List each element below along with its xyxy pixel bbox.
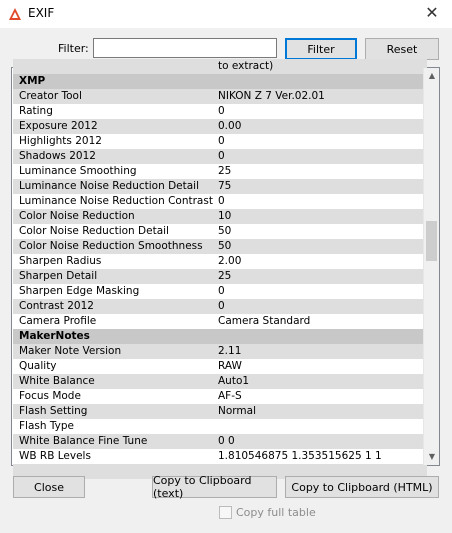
title-bar <box>0 0 452 28</box>
tag-value <box>213 329 427 344</box>
scroll-up-arrow-icon[interactable]: ▲ <box>428 71 436 80</box>
section-header-row[interactable] <box>13 329 427 344</box>
table-row[interactable] <box>13 434 427 449</box>
tag-name: Highlights 2012 <box>19 135 102 147</box>
close-icon[interactable]: ✕ <box>425 3 439 22</box>
tag-value: 10 <box>218 210 232 222</box>
tag-name: Sharpen Edge Masking <box>19 285 140 297</box>
table-row[interactable] <box>13 359 427 374</box>
tag-name: Maker Note Version <box>19 345 122 357</box>
tag-name: Color Noise Reduction Detail <box>19 225 169 237</box>
section-title: MakerNotes <box>19 330 90 342</box>
scroll-down-arrow-icon[interactable]: ▼ <box>428 452 436 461</box>
tag-value: 2.11 <box>218 345 242 357</box>
table-row[interactable] <box>13 224 427 239</box>
table-row[interactable] <box>13 419 427 434</box>
tag-name: Camera Profile <box>19 315 97 327</box>
close-button[interactable]: Close <box>13 476 85 498</box>
tag-name: Sharpen Detail <box>19 270 98 282</box>
tag-name: White Balance <box>19 375 95 387</box>
tag-value: 0 <box>218 285 225 297</box>
copy-full-table-checkbox[interactable] <box>219 506 232 519</box>
tag-value: 50 <box>218 225 232 237</box>
table-row[interactable] <box>13 404 427 419</box>
table-row[interactable] <box>13 239 427 254</box>
tag-name: Sharpen Radius <box>19 255 102 267</box>
section-title: XMP <box>19 75 46 87</box>
tag-name: Exposure 2012 <box>19 120 98 132</box>
tag-name: White Balance Fine Tune <box>19 435 148 447</box>
tag-value: AF-S <box>218 390 242 402</box>
tag-value: 50 <box>218 240 232 252</box>
copy-text-button[interactable]: Copy to Clipboard (text) <box>152 476 277 498</box>
copy-full-table-label: Copy full table <box>236 506 316 519</box>
table-row[interactable] <box>13 89 427 104</box>
tag-value: 0.00 <box>218 120 242 132</box>
table-row[interactable] <box>13 119 427 134</box>
tag-value: Normal <box>218 405 256 417</box>
tag-name: Focus Mode <box>19 390 81 402</box>
tag-name: Contrast 2012 <box>19 300 94 312</box>
copy-full-table-option <box>219 506 316 519</box>
tag-name: Creator Tool <box>19 90 82 102</box>
table-row[interactable] <box>13 194 427 209</box>
table-row[interactable] <box>13 209 427 224</box>
table-row[interactable] <box>13 314 427 329</box>
table-row[interactable] <box>13 449 427 464</box>
tag-value: 0 <box>218 150 225 162</box>
tag-name: Rating <box>19 105 53 117</box>
table-row[interactable] <box>13 269 427 284</box>
app-icon <box>8 7 22 21</box>
table-row[interactable] <box>13 179 427 194</box>
tag-name: Luminance Noise Reduction Detail <box>19 180 200 192</box>
tag-value: to extract) <box>218 60 274 72</box>
tag-name: Flash Type <box>19 420 74 432</box>
table-row[interactable] <box>13 374 427 389</box>
table-row[interactable] <box>13 284 427 299</box>
tag-name: Shadows 2012 <box>19 150 96 162</box>
tag-value: 0 <box>218 135 225 147</box>
tag-name: Flash Setting <box>19 405 88 417</box>
tag-value: 75 <box>218 180 232 192</box>
tag-name: Luminance Smoothing <box>19 165 137 177</box>
tag-value: Auto1 <box>218 375 250 387</box>
exif-table-rows <box>13 59 427 479</box>
tag-value <box>213 74 427 89</box>
table-row[interactable] <box>13 59 427 74</box>
tag-value: 0 <box>218 300 225 312</box>
tag-name: Luminance Noise Reduction Contrast <box>19 195 213 207</box>
table-row[interactable] <box>13 149 427 164</box>
tag-name: Color Noise Reduction <box>19 210 135 222</box>
tag-value: 0 <box>218 105 225 117</box>
table-row[interactable] <box>13 134 427 149</box>
scroll-thumb[interactable] <box>426 221 437 261</box>
tag-value: 25 <box>218 165 232 177</box>
filter-button[interactable]: Filter <box>285 38 357 60</box>
table-row[interactable] <box>13 299 427 314</box>
tag-value: 0 <box>218 195 225 207</box>
tag-value: NIKON Z 7 Ver.02.01 <box>218 90 325 102</box>
tag-value: 25 <box>218 270 232 282</box>
table-row[interactable] <box>13 389 427 404</box>
tag-name: WB RB Levels <box>19 450 91 462</box>
copy-html-button[interactable]: Copy to Clipboard (HTML) <box>285 476 439 498</box>
window-title: EXIF <box>28 6 55 20</box>
vertical-scrollbar[interactable] <box>423 68 439 465</box>
tag-value: 1.810546875 1.353515625 1 1 <box>218 450 382 462</box>
tag-value: 2.00 <box>218 255 242 267</box>
filter-label: Filter: <box>58 42 89 55</box>
tag-value: Camera Standard <box>218 315 311 327</box>
section-header-row[interactable] <box>13 74 427 89</box>
reset-button[interactable]: Reset <box>365 38 439 60</box>
table-row[interactable] <box>13 164 427 179</box>
filter-input[interactable] <box>93 38 277 58</box>
exif-table[interactable] <box>11 60 440 466</box>
tag-value: RAW <box>218 360 242 372</box>
tag-name <box>13 59 213 74</box>
tag-name: Quality <box>19 360 57 372</box>
tag-value <box>213 419 427 434</box>
table-row[interactable] <box>13 104 427 119</box>
table-row[interactable] <box>13 254 427 269</box>
table-row[interactable] <box>13 344 427 359</box>
tag-name: Color Noise Reduction Smoothness <box>19 240 203 252</box>
tag-value: 0 0 <box>218 435 235 447</box>
